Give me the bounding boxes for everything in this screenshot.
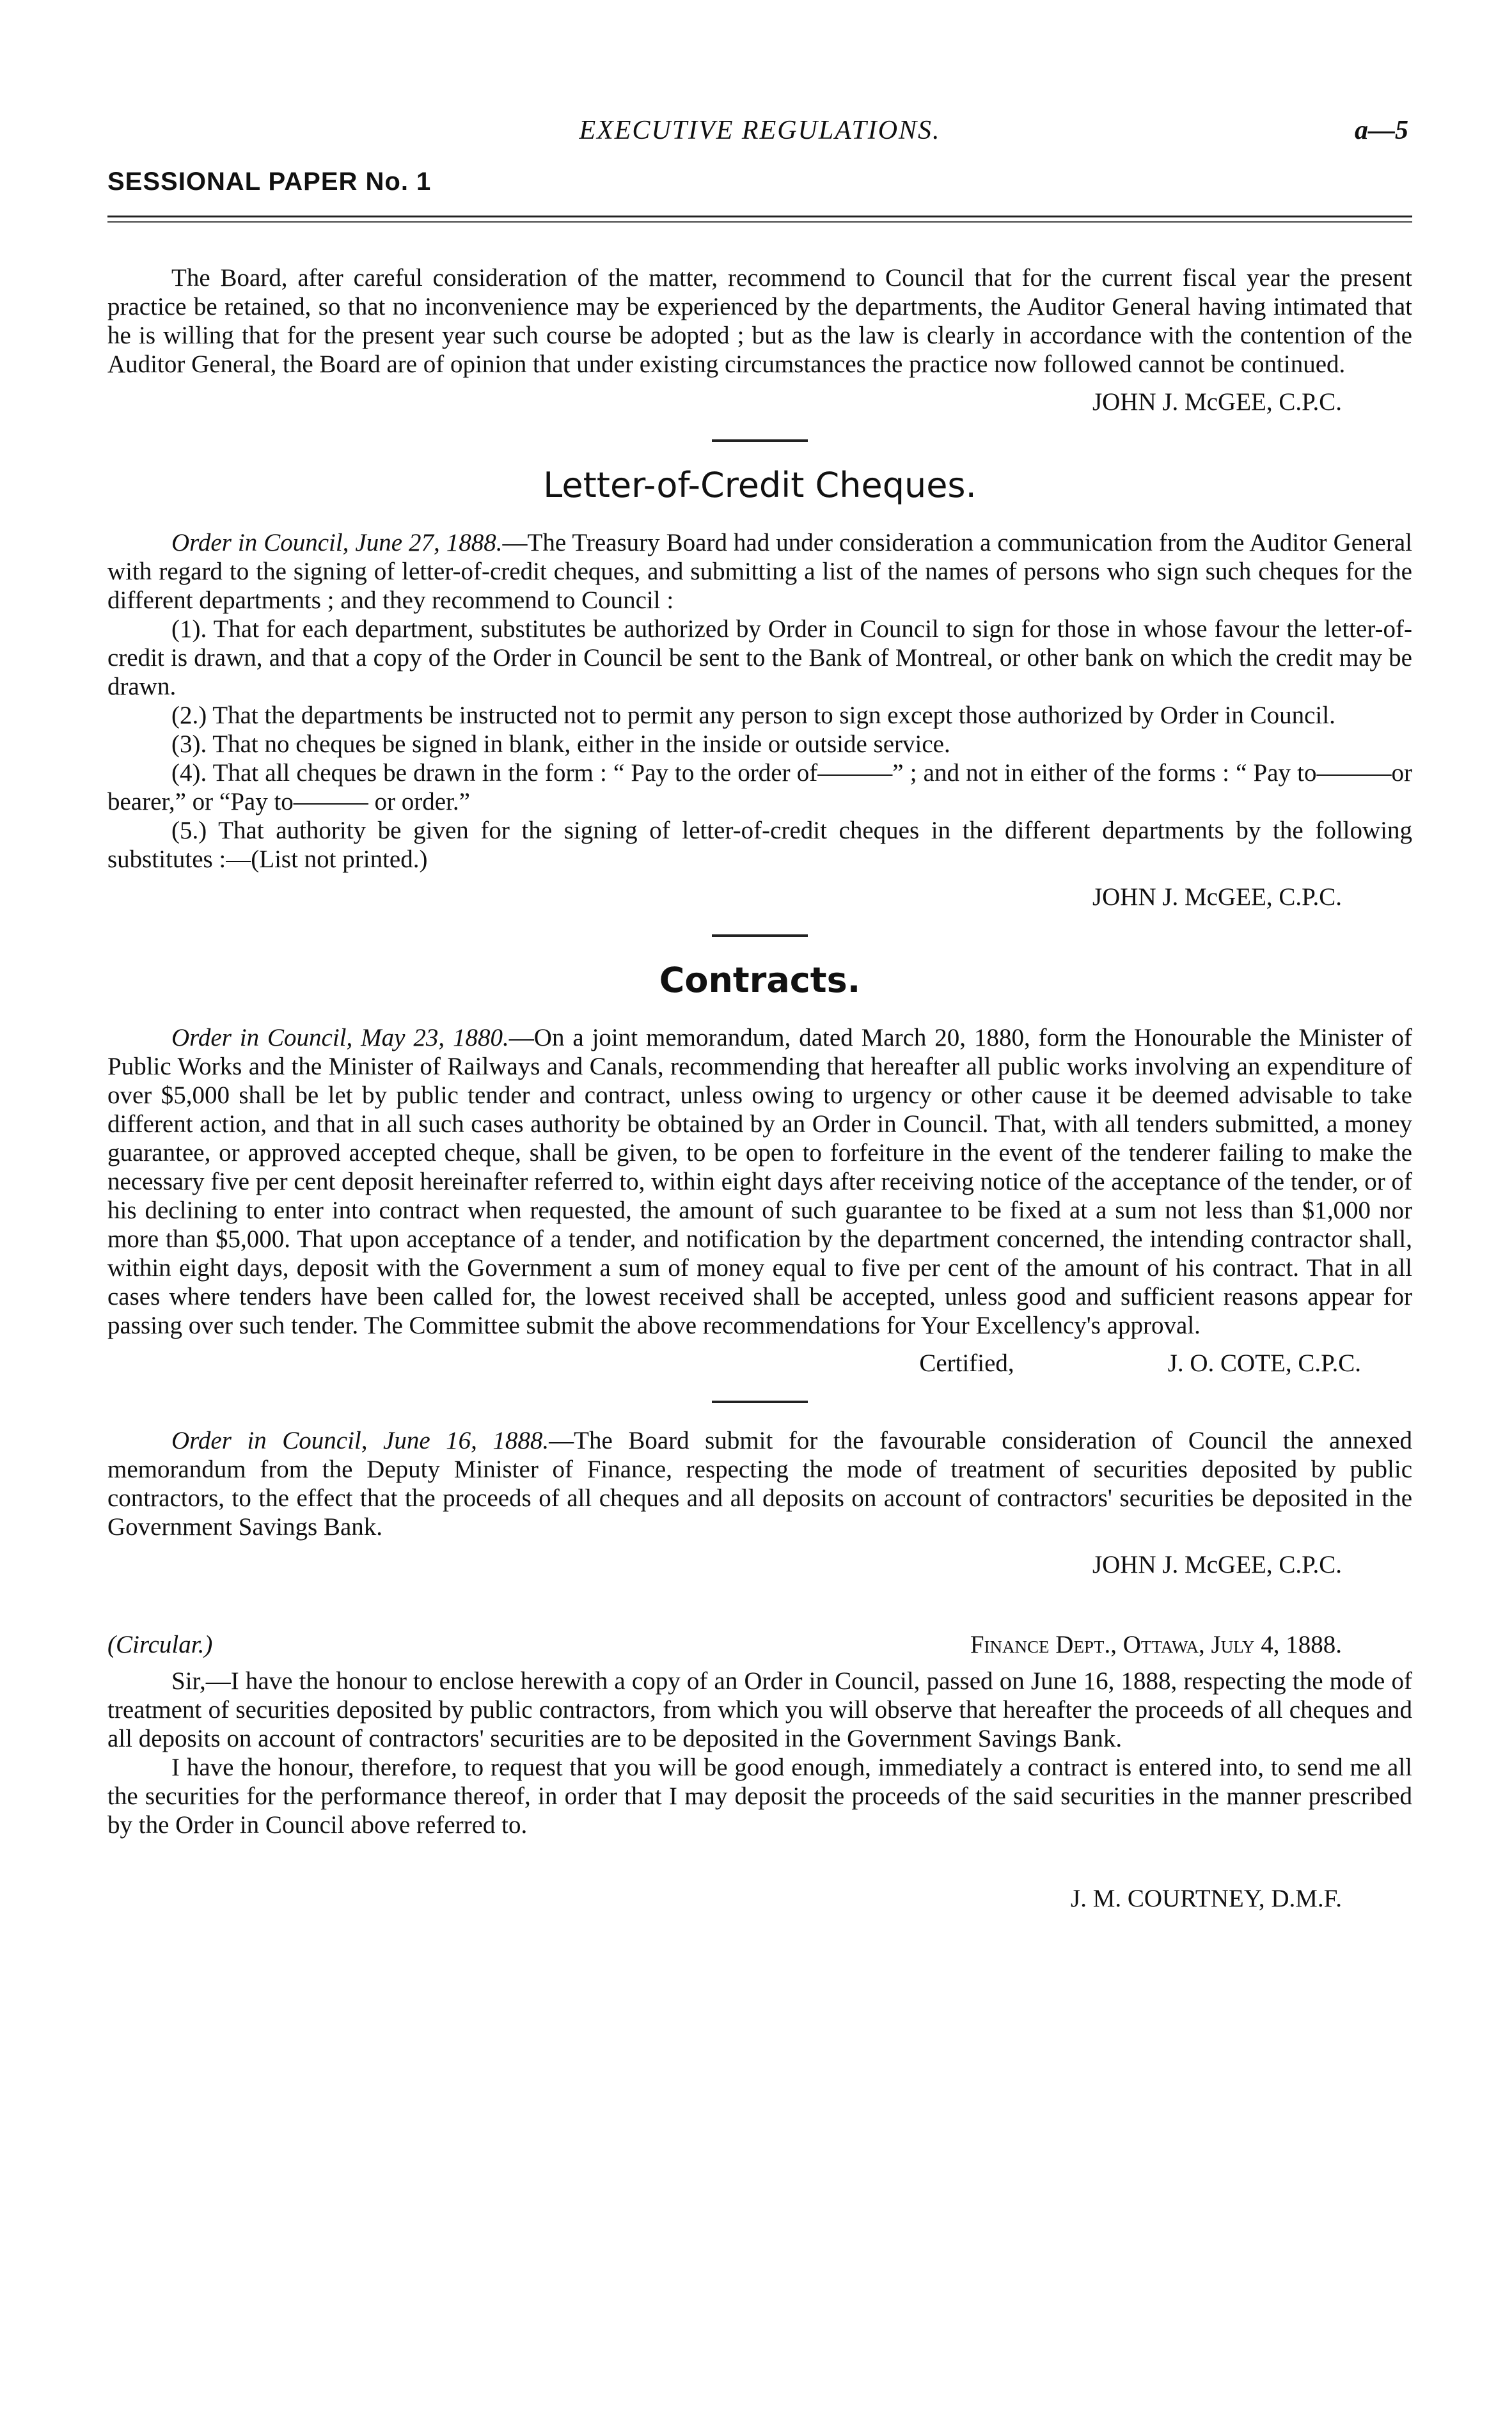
running-header bbox=[107, 115, 1412, 160]
order-text: —The Board submit for the favourable consideration of Council the annexed memorandum from the Deputy Minister of Finance, respecting the mode of treatment of securities deposited by public contractors, to the effect that the proceeds of all cheques and all deposits on account of contractors' securities be deposited in the Government Savings Bank. bbox=[107, 1427, 1412, 1541]
securities-order bbox=[107, 1426, 1412, 1541]
section-divider bbox=[712, 934, 808, 937]
section-divider bbox=[712, 439, 808, 442]
circular-header bbox=[107, 1630, 1412, 1659]
contracts-signature: J. O. COTE, C.P.C. bbox=[1167, 1349, 1361, 1377]
intro-signature: JOHN J. McGEE, C.P.C. bbox=[1092, 388, 1342, 416]
intro-section bbox=[107, 263, 1412, 416]
list-item: (5.) That authority be given for the signing of letter-of-credit cheques in the different departments by the following substitutes :—(List not printed.) bbox=[107, 817, 1412, 873]
circular-section bbox=[107, 1630, 1412, 1913]
contracts-section bbox=[107, 960, 1412, 1378]
order-text: —On a joint memorandum, dated March 20, 1880, form the Honourable the Minister of Public Works and the Minister of Railways and Canals, recommending that hereafter all public works involving an expenditure of over $5,000 shall be let by public tender and contract, unless owing to urgency or other cause it be deemed advisable to take different action, and that in all such cases authority be obtained by an Order in Council. That, with all tenders submitted, a money guarantee, or approved accepted cheque, shall be given, to be open to forfeiture in the event of the tenderer failing to make the necessary five per cent deposit hereinafter referred to, within eight days after receiving notice of the acceptance of the tender, or of his declining to enter into contract when requested, the amount of such guarantee to be fixed at a sum not less than $1,000 nor more than $5,000. That upon acceptance of a tender, and notification by the department concerned, the intending contractor shall, within eight days, deposit with the Government a sum of money equal to five per cent of the amount of his contract. That in all cases where tenders have been called for, the lowest received shall be accepted, unless good and sufficient reasons appear for passing over such tender. The Committee submit the above recommendations for Your Excellency's approval. bbox=[107, 1024, 1412, 1339]
intro-paragraph: The Board, after careful consideration of the matter, recommend to Council that for the current fiscal year the present practice be retained, so that no inconvenience may be experienced by the departments, the Auditor General having intimated that he is willing that for the present year such course be adopted ; but as the law is clearly in accordance with the contention of the Auditor General, the Board are of opinion that under existing circumstances the practice now followed cannot be continued. bbox=[107, 264, 1412, 378]
contracts-order bbox=[107, 1023, 1412, 1340]
page-number: a—5 bbox=[1355, 116, 1408, 145]
circular-signature: J. M. COURTNEY, D.M.F. bbox=[1071, 1885, 1342, 1912]
list-item: (1). That for each department, substitutes be authorized by Order in Council to sign for those in whose favour the letter-of-credit is drawn, and that a copy of the Order in Council be sent to the Bank of Montreal, or other bank on which the credit may be drawn. bbox=[107, 615, 1412, 700]
contracts-certification bbox=[107, 1349, 1412, 1378]
circular-dateline: Finance Dept., Ottawa, July 4, 1888. bbox=[970, 1631, 1342, 1658]
circular-paragraph: I have the honour, therefore, to request that you will be good enough, immediately a contract is entered into, to send me all the securities for the performance thereof, in order that I may deposit the proceeds of the said securities in the manner prescribed by the Order in Council above referred to. bbox=[107, 1754, 1412, 1839]
section-heading-contracts: Contracts. bbox=[659, 960, 861, 1000]
securities-section bbox=[107, 1426, 1412, 1579]
letter-of-credit-signature: JOHN J. McGEE, C.P.C. bbox=[1092, 883, 1342, 911]
sessional-paper-label: SESSIONAL PAPER No. 1 bbox=[107, 168, 432, 196]
letter-of-credit-section bbox=[107, 465, 1412, 911]
securities-signature: JOHN J. McGEE, C.P.C. bbox=[1092, 1551, 1342, 1578]
section-divider bbox=[712, 1401, 808, 1403]
letter-of-credit-order bbox=[107, 528, 1412, 615]
header-rule bbox=[107, 216, 1412, 223]
circular-label: (Circular.) bbox=[107, 1631, 213, 1658]
order-text: —The Treasury Board had under consideration a communication from the Auditor General with regard to the signing of letter-of-credit cheques, and submitting a list of the names of persons who sign such cheques for the different departments ; and they recommend to Council : bbox=[107, 529, 1412, 614]
circular-paragraph: Sir,—I have the honour to enclose herewith a copy of an Order in Council, passed on June 16, 1888, respecting the mode of treatment of securities deposited by public contractors, from which you will observe that hereafter the proceeds of all cheques and all deposits on account of contractors' securities are to be deposited in the Government Savings Bank. bbox=[107, 1667, 1412, 1752]
order-label: Order in Council, May 23, 1880. bbox=[171, 1024, 509, 1051]
running-title: EXECUTIVE REGULATIONS. bbox=[579, 116, 941, 145]
list-item: (3). That no cheques be signed in blank, either in the inside or outside service. bbox=[171, 730, 950, 758]
list-item: (2.) That the departments be instructed not to permit any person to sign except those authorized by Order in Council. bbox=[171, 702, 1335, 729]
list-item: (4). That all cheques be drawn in the form : “ Pay to the order of———” ; and not in either of the forms : “ Pay to———or bearer,” or “Pay to——— or order.” bbox=[107, 759, 1412, 815]
order-label: Order in Council, June 16, 1888. bbox=[171, 1427, 549, 1454]
section-heading-letter-of-credit: Letter-of-Credit Cheques. bbox=[543, 465, 977, 505]
order-label: Order in Council, June 27, 1888. bbox=[171, 529, 503, 556]
certified-label: Certified, bbox=[919, 1349, 1014, 1377]
document-page bbox=[107, 115, 1412, 1913]
